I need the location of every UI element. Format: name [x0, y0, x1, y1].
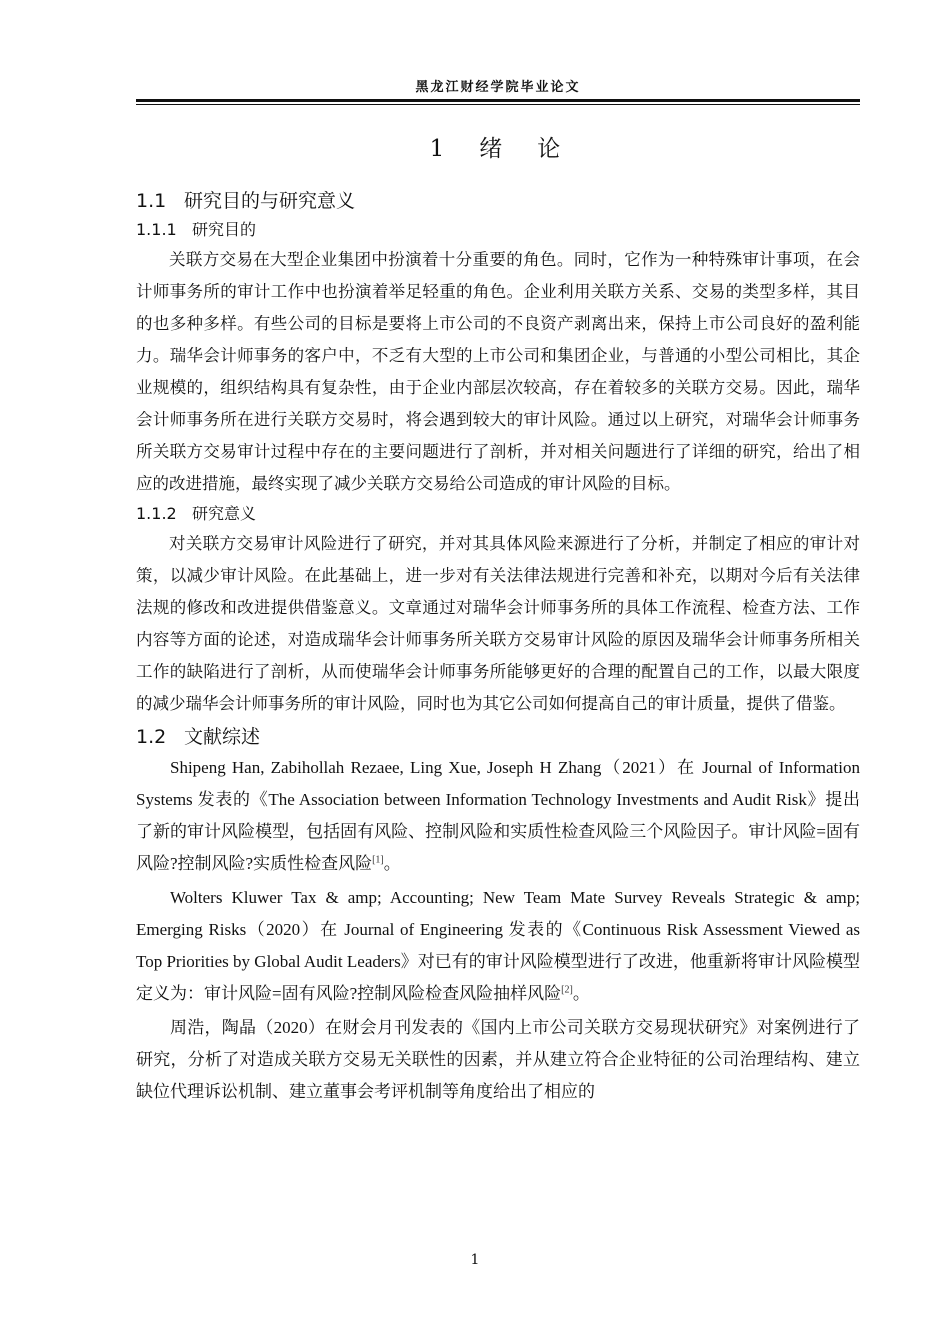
page-body	[136, 132, 860, 1110]
literature-text: 周浩，陶晶（2020）在财会月刊发表的《国内上市公司关联方交易现状研究》对案例进行了研究，分析了对造成关联方交易无关联性的因素，并从建立符合企业特征的公司治理结构、建立缺位代理诉讼机制、建立董事会考评机制等角度给出了相应的	[136, 1018, 860, 1101]
header-rule-thick	[136, 99, 860, 102]
literature-paragraph	[136, 752, 860, 880]
page-number: 1	[470, 1252, 480, 1268]
paragraph-research-purpose: 关联方交易在大型企业集团中扮演着十分重要的角色。同时，它作为一种特殊审计事项，在会计师事务所的审计工作中也扮演着举足轻重的角色。企业利用关联方关系、交易的类型多样，其目的也多种多样。有些公司的目标是要将上市公司的不良资产剥离出来，保持上市公司良好的盈利能力。瑞华会计师事务的客户中，不乏有大型的上市公司和集团企业，与普通的小型公司相比，其企业规模的，组织结构具有复杂性，由于企业内部层次较高，存在着较多的关联方交易。因此，瑞华会计师事务所在进行关联方交易时，将会遇到较大的审计风险。通过以上研究，对瑞华会计师事务所关联方交易审计过程中存在的主要问题进行了剖析，并对相关问题进行了详细的研究，给出了相应的改进措施，最终实现了减少关联方交易给公司造成的审计风险的目标。	[136, 250, 860, 493]
paragraph-research-significance: 对关联方交易审计风险进行了研究，并对其具体风险来源进行了分析，并制定了相应的审计对策，以减少审计风险。在此基础上，进一步对有关法律法规进行完善和补充，以期对今后有关法律法规的修改和改进提供借鉴意义。文章通过对瑞华会计师事务所的具体工作流程、检查方法、工作内容等方面的论述，对造成瑞华会计师事务所关联方交易审计风险的原因及瑞华会计师事务所相关工作的缺陷进行了剖析，从而使瑞华会计师事务所能够更好的合理的配置自己的工作，以最大限度的减少瑞华会计师事务所的审计风险，同时也为其它公司如何提高自己的审计质量，提供了借鉴。	[136, 534, 860, 713]
literature-text: Shipeng Han, Zabihollah Rezaee, Ling Xue, Joseph H Zhang（2021）在 Journal of Information Systems 发表的《The Association between Information Technology Investments and Audit Risk》提出了新的审计风险模型，包括固有风险、控制风险和实质性检查风险三个风险因子。审计风险=固有风险?控制风险?实质性检查风险	[136, 758, 860, 873]
literature-tail: 。	[572, 984, 590, 1003]
subsection-number: 1.1.2	[136, 504, 177, 523]
section-number: 1.2	[136, 726, 167, 748]
section-number: 1.1	[136, 190, 167, 212]
section-title: 研究目的与研究意义	[184, 190, 356, 212]
header-rule-thin	[136, 104, 860, 105]
citation-marker[interactable]: [1]	[372, 854, 384, 866]
subsection-number: 1.1.1	[136, 220, 177, 239]
subsection-heading-1-1-2	[136, 500, 860, 528]
section-title: 文献综述	[184, 726, 261, 748]
subsection-title: 研究目的	[192, 220, 257, 239]
citation-marker[interactable]: [2]	[561, 984, 573, 996]
running-header: 黑龙江财经学院毕业论文	[415, 80, 581, 95]
literature-paragraph	[136, 1012, 860, 1108]
subsection-title: 研究意义	[192, 504, 257, 523]
literature-paragraph	[136, 882, 860, 1010]
subsection-heading-1-1-1	[136, 216, 860, 244]
chapter-title: 1 绪 论	[429, 136, 567, 162]
literature-text: Wolters Kluwer Tax & amp; Accounting; New Team Mate Survey Reveals Strategic & amp; Emerging Risks（2020）在 Journal of Engineering 发表的《Continuous Risk Assessment Viewed as Top Priorities by Global Audit Leaders》对已有的审计风险模型进行了改进，他重新将审计风险模型定义为：审计风险=固有风险?控制风险检查风险抽样风险	[136, 888, 860, 1003]
literature-tail: 。	[383, 854, 401, 873]
section-heading-1-1	[136, 186, 860, 216]
section-heading-1-2	[136, 722, 860, 752]
